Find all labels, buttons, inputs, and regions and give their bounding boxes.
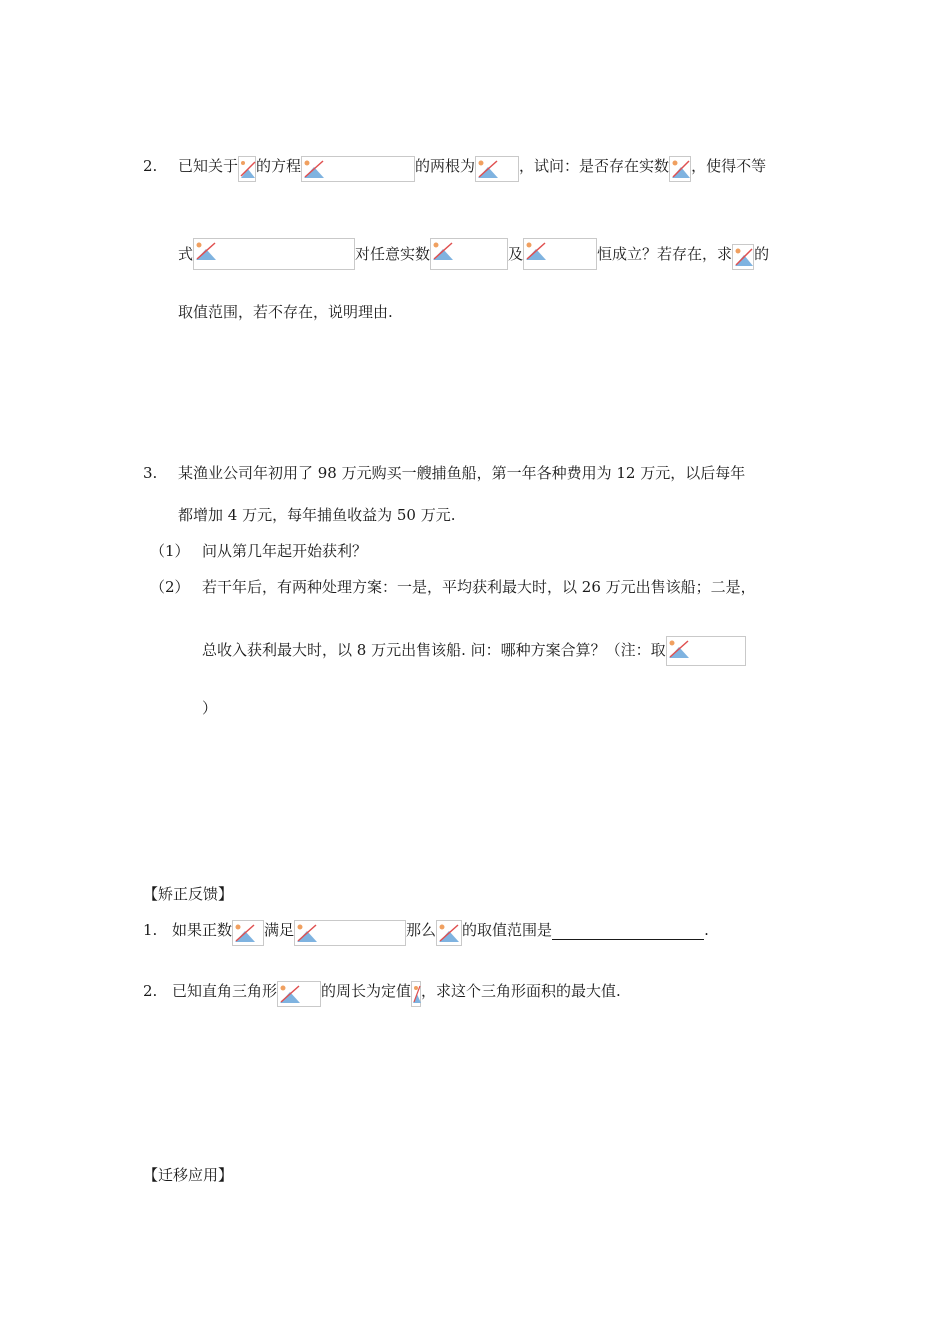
formula-image-icon xyxy=(294,920,406,946)
problem-3-line-2: 都增加 4 万元，每年捕鱼收益为 50 万元. xyxy=(178,506,456,524)
formula-image-icon xyxy=(430,238,508,270)
subquestion-1-number: （1） xyxy=(150,542,190,560)
problem-2-line-3: 取值范围，若不存在，说明理由. xyxy=(178,303,393,321)
formula-image-icon xyxy=(666,636,746,666)
formula-image-icon xyxy=(523,238,597,270)
feedback-2-number: 2. xyxy=(143,982,158,1000)
formula-image-icon xyxy=(277,981,321,1007)
feedback-1-number: 1. xyxy=(143,921,158,939)
formula-image-icon xyxy=(193,238,355,270)
subquestion-2-number: （2） xyxy=(150,578,190,596)
problem-3-number: 3. xyxy=(143,464,158,482)
problem-2-line-2: 式 对任意实数 及 恒成立？若存在，求 的 xyxy=(178,238,769,264)
feedback-2-line: 已知直角三角形 的周长为定值 ，求这个三角形面积的最大值. xyxy=(172,981,621,1001)
feedback-1-line: 如果正数 满足 那么 的取值范围是 . xyxy=(172,920,709,940)
answer-blank[interactable] xyxy=(552,923,704,940)
problem-3-line-1: 某渔业公司年初用了 98 万元购买一艘捕鱼船，第一年各种费用为 12 万元，以后每年 xyxy=(178,464,746,482)
formula-image-icon xyxy=(436,920,462,946)
subquestion-1-text: 问从第几年起开始获利？ xyxy=(202,542,368,560)
formula-image-icon xyxy=(669,156,691,182)
formula-image-icon xyxy=(475,156,519,182)
subquestion-2-line-2: 总收入获利最大时，以 8 万元出售该船. 问：哪种方案合算？（注：取 xyxy=(202,636,746,660)
formula-image-icon xyxy=(238,156,256,182)
formula-image-icon xyxy=(732,244,754,270)
feedback-heading: 【矫正反馈】 xyxy=(143,885,234,903)
subquestion-2-line-3: ） xyxy=(202,699,218,717)
transfer-heading: 【迁移应用】 xyxy=(143,1166,234,1184)
problem-2-line-1: 已知关于 的方程 的两根为 ，试问：是否存在实数 ，使得不等 xyxy=(178,156,766,176)
formula-image-icon xyxy=(411,981,421,1007)
formula-image-icon xyxy=(301,156,415,182)
formula-image-icon xyxy=(232,920,264,946)
problem-2-number: 2. xyxy=(143,157,158,175)
subquestion-2-line-1: 若干年后，有两种处理方案：一是，平均获利最大时，以 26 万元出售该船；二是， xyxy=(202,578,756,596)
